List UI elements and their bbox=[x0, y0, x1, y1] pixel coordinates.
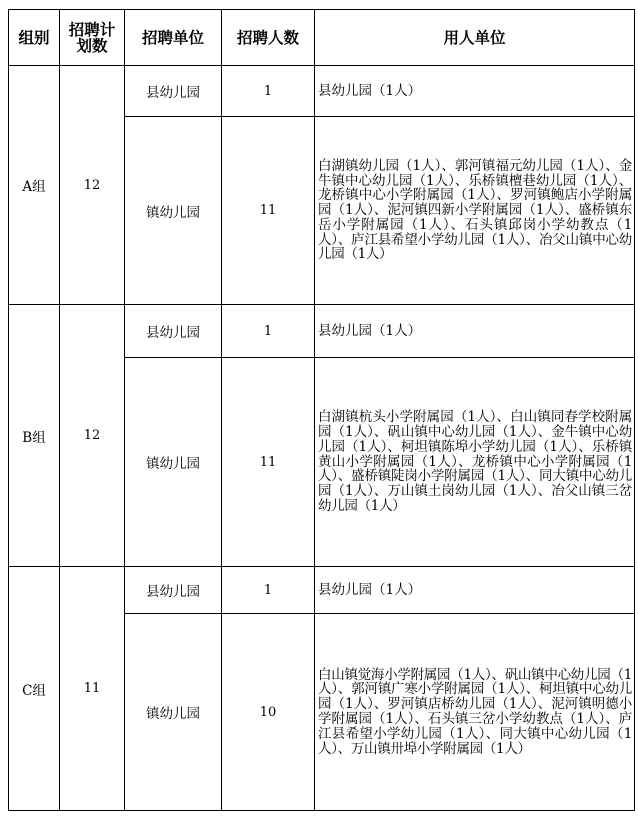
group-name: B组 bbox=[9, 305, 60, 567]
count-cell: 1 bbox=[222, 567, 315, 614]
unit-cell: 镇幼儿园 bbox=[125, 614, 222, 811]
table-row bbox=[9, 567, 635, 614]
group-plan: 12 bbox=[60, 305, 125, 567]
employer-cell: 白山镇觉海小学附属园（1人）、矾山镇中心幼儿园（1人）、郭河镇广寒小学附属园（1人）、柯坦镇中心幼儿园（1人）、罗河镇店桥幼儿园（1人）、泥河镇明德小学附属园（1人）、石头镇三岔小学幼教点（1人）、庐江县希望小学幼儿园（1人）、同大镇中心幼儿园（1人）、万山镇卅埠小学附属园（1人） bbox=[315, 614, 635, 811]
recruitment-table bbox=[8, 9, 635, 811]
unit-cell: 镇幼儿园 bbox=[125, 117, 222, 305]
header-plan bbox=[60, 10, 125, 66]
header-row bbox=[9, 10, 635, 66]
count-cell: 10 bbox=[222, 614, 315, 811]
header-group: 组别 bbox=[9, 10, 60, 66]
unit-cell: 县幼儿园 bbox=[125, 305, 222, 358]
unit-cell: 县幼儿园 bbox=[125, 66, 222, 117]
count-cell: 1 bbox=[222, 66, 315, 117]
header-unit: 招聘单位 bbox=[125, 10, 222, 66]
employer-cell: 白湖镇杭头小学附属园（1人）、白山镇同春学校附属园（1人）、矾山镇中心幼儿园（1人）、金牛镇中心幼儿园（1人）、柯坦镇陈埠小学幼儿园（1人）、乐桥镇黄山小学附属园（1人）、龙桥镇中心小学附属园（1人）、盛桥镇陡岗小学附属园（1人）、同大镇中心幼儿园（1人）、万山镇土岗幼儿园（1人）、冶父山镇三岔幼儿园（1人） bbox=[315, 358, 635, 567]
count-cell: 1 bbox=[222, 305, 315, 358]
group-plan: 12 bbox=[60, 66, 125, 305]
count-cell: 11 bbox=[222, 117, 315, 305]
count-cell: 11 bbox=[222, 358, 315, 567]
header-count: 招聘人数 bbox=[222, 10, 315, 66]
group-name: A组 bbox=[9, 66, 60, 305]
employer-cell: 县幼儿园（1人） bbox=[315, 305, 635, 358]
unit-cell: 镇幼儿园 bbox=[125, 358, 222, 567]
header-employer: 用人单位 bbox=[315, 10, 635, 66]
table-row bbox=[9, 305, 635, 358]
group-name: C组 bbox=[9, 567, 60, 811]
unit-cell: 县幼儿园 bbox=[125, 567, 222, 614]
employer-cell: 县幼儿园（1人） bbox=[315, 567, 635, 614]
employer-cell: 白湖镇幼儿园（1人）、郭河镇福元幼儿园（1人）、金牛镇中心幼儿园（1人）、乐桥镇檀巷幼儿园（1人）、龙桥镇中心小学附属园（1人）、罗河镇鲍店小学附属园（1人）、泥河镇四新小学附属园（1人）、盛桥镇东岳小学附属园（1人）、石头镇邱岗小学幼教点（1人）、庐江县希望小学幼儿园（1人）、冶父山镇中心幼儿园（1人） bbox=[315, 117, 635, 305]
employer-cell: 县幼儿园（1人） bbox=[315, 66, 635, 117]
table-row bbox=[9, 66, 635, 117]
group-plan: 11 bbox=[60, 567, 125, 811]
header-plan-text: 招聘计划数 bbox=[68, 19, 116, 55]
